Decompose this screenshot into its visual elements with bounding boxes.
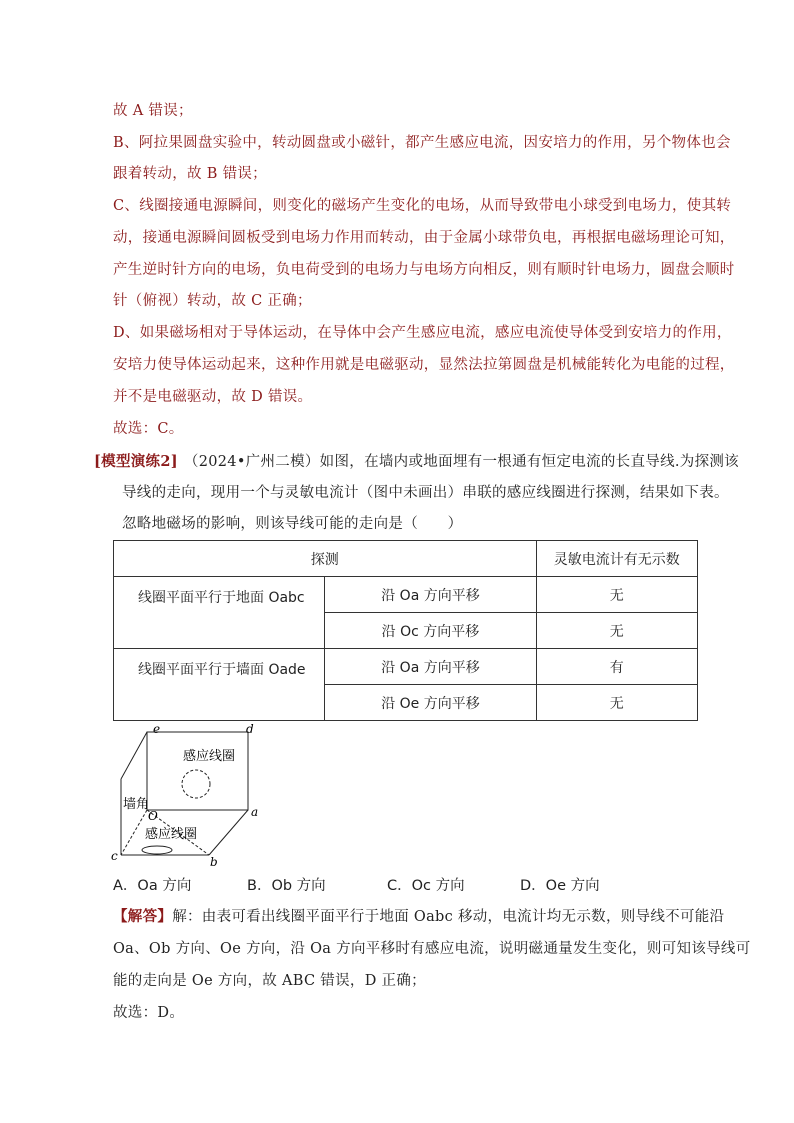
row-result: 无 bbox=[536, 577, 697, 613]
row-result: 无 bbox=[536, 685, 697, 721]
explanation-line: C、线圈接通电源瞬间，则变化的磁场产生变化的电场，从而导致带电小球受到电场力，使其转 bbox=[113, 198, 732, 214]
label-c: c bbox=[111, 849, 118, 863]
label-a: a bbox=[251, 805, 259, 819]
label-e: e bbox=[153, 722, 161, 736]
wall-coil bbox=[182, 770, 210, 798]
answer-label: 【解答】 bbox=[113, 908, 173, 925]
option-a: A．Oa 方向 bbox=[113, 878, 192, 894]
question-text: （2024•广州二模）如图，在墙内或地面埋有一根通有恒定电流的长直导线.为探测该 bbox=[183, 454, 739, 470]
option-b: B．Ob 方向 bbox=[247, 878, 326, 894]
explanation-line: 并不是电磁驱动，故 D 错误。 bbox=[113, 389, 313, 405]
row-move: 沿 Oe 方向平移 bbox=[325, 685, 536, 721]
table-row bbox=[114, 649, 698, 685]
table-row bbox=[114, 577, 698, 613]
group-wall: 线圈平面平行于墙面 Oade bbox=[114, 649, 325, 721]
row-move: 沿 Oc 方向平移 bbox=[325, 613, 536, 649]
answer-text: 解：由表可看出线圈平面平行于地面 Oabc 移动，电流计均无示数，则导线不可能沿 bbox=[172, 909, 725, 925]
explanation-line: 针（俯视）转动，故 C 正确； bbox=[113, 293, 312, 309]
row-result: 有 bbox=[536, 649, 697, 685]
row-move: 沿 Oa 方向平移 bbox=[325, 577, 536, 613]
explanation-line: B、阿拉果圆盘实验中，转动圆盘或小磁针，都产生感应电流，因安培力的作用，另个物体也会 bbox=[113, 135, 731, 151]
question-line: 导线的走向，现用一个与灵敏电流计（图中未画出）串联的感应线圈进行探测，结果如下表。 bbox=[122, 485, 729, 501]
probe-table bbox=[113, 540, 698, 721]
explanation-line: 故选：C。 bbox=[113, 421, 184, 437]
left-wall-top-edge bbox=[121, 732, 147, 779]
option-d: D．Oe 方向 bbox=[520, 878, 600, 894]
coil-label-bottom: 感应线圈 bbox=[145, 827, 198, 842]
explanation-line: 安培力使导体运动起来，这种作用就是电磁驱动，显然法拉第圆盘是机械能转化为电能的过程， bbox=[113, 357, 735, 373]
corner-label: 墙角 bbox=[123, 797, 150, 812]
explanation-line: D、如果磁场相对于导体运动，在导体中会产生感应电流，感应电流使导体受到安培力的作用， bbox=[113, 325, 732, 341]
answer-line: 故选：D。 bbox=[113, 1005, 185, 1021]
wall-corner-figure bbox=[105, 722, 265, 867]
row-move: 沿 Oa 方向平移 bbox=[325, 649, 536, 685]
row-result: 无 bbox=[536, 613, 697, 649]
label-d: d bbox=[246, 722, 254, 736]
label-b: b bbox=[210, 855, 218, 867]
question-line: 忽略地磁场的影响，则该导线可能的走向是（ ） bbox=[122, 516, 463, 532]
explanation-line: 产生逆时针方向的电场，负电荷受到的电场力与电场方向相反，则有顺时针电场力，圆盘会顺时 bbox=[113, 262, 735, 278]
question-line bbox=[94, 452, 739, 472]
explanation-line: 跟着转动，故 B 错误； bbox=[113, 166, 267, 182]
option-c: C．Oc 方向 bbox=[387, 878, 465, 894]
header-probe: 探测 bbox=[114, 541, 537, 577]
explanation-line: 动，接通电源瞬间圆板受到电场力作用而转动，由于金属小球带负电，再根据电磁场理论可知， bbox=[113, 230, 735, 246]
header-result: 灵敏电流计有无示数 bbox=[536, 541, 697, 577]
group-floor: 线圈平面平行于地面 Oabc bbox=[114, 577, 325, 649]
answer-line: Oa、Ob 方向、Oe 方向，沿 Oa 方向平移时有感应电流，说明磁通量发生变化，则可知该导线可 bbox=[113, 941, 751, 957]
question-label: [模型演练2] bbox=[94, 453, 178, 470]
floor-right-edge bbox=[209, 810, 248, 855]
floor-coil bbox=[142, 846, 172, 854]
coil-label-top: 感应线圈 bbox=[183, 749, 236, 764]
explanation-line: 故 A 错误； bbox=[113, 103, 193, 119]
table-header-row bbox=[114, 541, 698, 577]
answer-line: 能的走向是 Oe 方向，故 ABC 错误，D 正确； bbox=[113, 973, 426, 989]
label-o: O bbox=[148, 809, 158, 823]
answer-line bbox=[113, 907, 724, 927]
